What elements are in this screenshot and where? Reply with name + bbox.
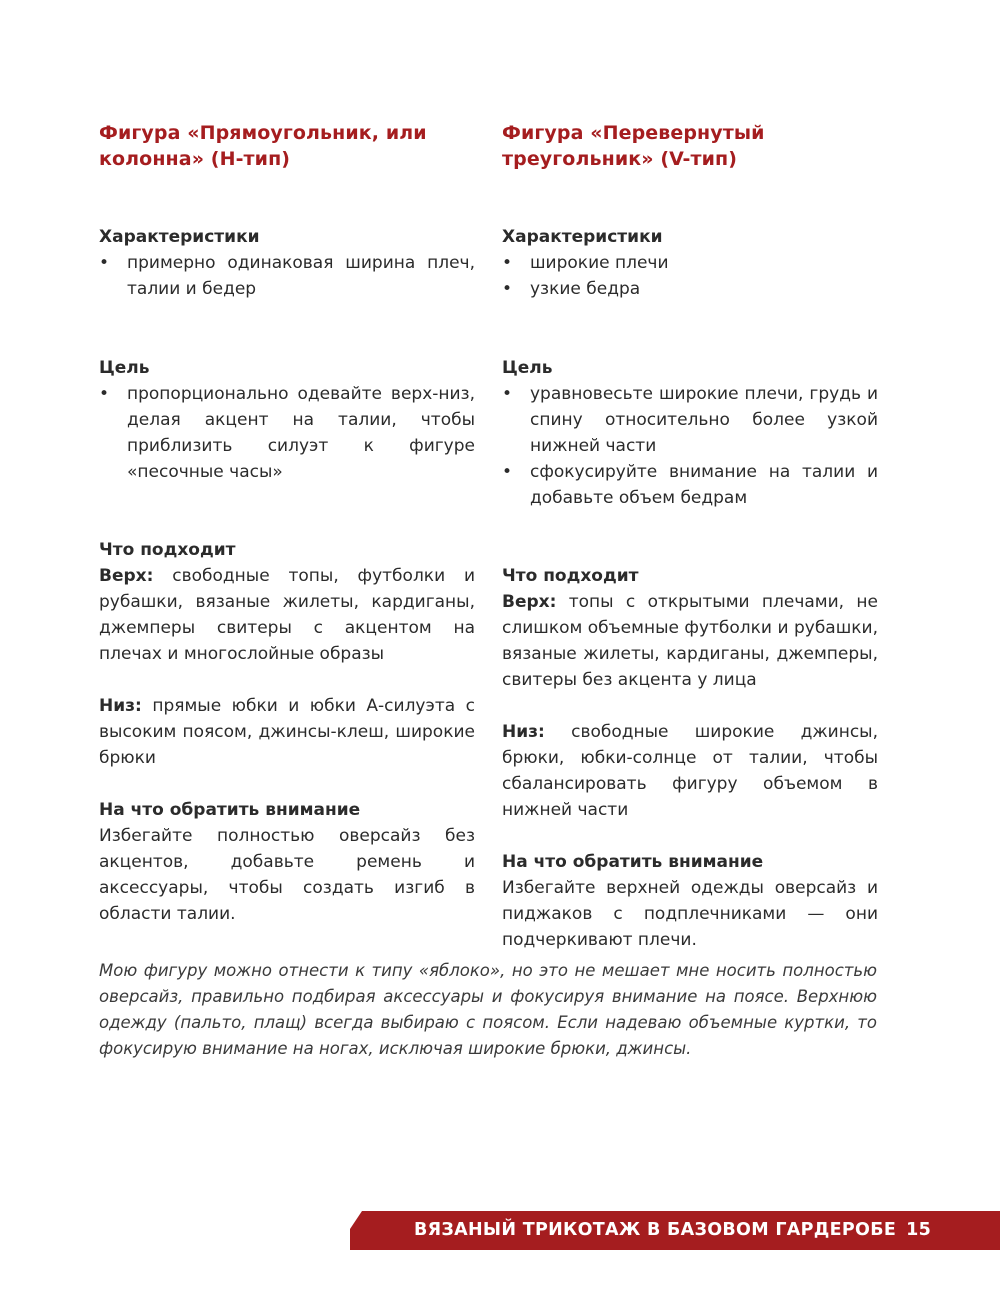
left-column — [99, 120, 475, 927]
right-bottom-text: свободные широкие джинсы, брюки, юбки-солнце от талии, чтобы сбалансировать фигуру объемом в нижней части — [502, 722, 878, 820]
chapter-title: ВЯЗАНЫЙ ТРИКОТАЖ В БАЗОВОМ ГАРДЕРОБЕ — [414, 1220, 897, 1240]
bullet-icon: • — [99, 253, 110, 273]
right-fits-heading: Что подходит — [502, 566, 639, 586]
page-number: 15 — [906, 1220, 932, 1240]
left-goal-heading: Цель — [99, 358, 150, 378]
bullet-icon: • — [502, 279, 513, 299]
right-figure-title: Фигура «Перевернутый треугольник» (V-тип) — [502, 122, 765, 170]
left-fits-heading: Что подходит — [99, 540, 236, 560]
left-characteristics-heading: Характеристики — [99, 227, 260, 247]
left-goal-list — [99, 381, 475, 485]
bullet-icon: • — [502, 253, 513, 273]
right-goal-heading: Цель — [502, 358, 553, 378]
left-bottom-label: Низ: — [99, 696, 142, 716]
right-top-paragraph — [502, 589, 878, 693]
right-characteristics-list — [502, 250, 878, 302]
list-item: • пропорционально одевайте верх-низ, делая акцент на талии, чтобы приблизить силуэт к фигуре «песочные часы» — [99, 381, 475, 485]
bullet-icon: • — [502, 384, 513, 404]
right-top-text: топы с открытыми плечами, не слишком объемные футболки и рубашки, вязаные жилеты, кардиганы, джемперы, свитеры без акцента у лица — [502, 592, 878, 690]
bullet-icon: • — [502, 462, 513, 482]
list-item: • узкие бедра — [502, 276, 878, 302]
left-figure-title: Фигура «Прямоугольник, или колонна» (H-тип) — [99, 122, 427, 170]
list-item: • широкие плечи — [502, 250, 878, 276]
list-item: • сфокусируйте внимание на талии и добавьте объем бедрам — [502, 459, 878, 511]
right-goal-list — [502, 381, 878, 511]
left-attention-text: Избегайте полностью оверсайз без акцентов, добавьте ремень и аксессуары, чтобы создать изгиб в области талии. — [99, 826, 475, 924]
running-footer — [414, 1211, 931, 1250]
list-item: • уравновесьте широкие плечи, грудь и спину относительно более узкой нижней части — [502, 381, 878, 459]
left-top-paragraph — [99, 563, 475, 667]
right-characteristics-heading: Характеристики — [502, 227, 663, 247]
bullet-icon: • — [99, 384, 110, 404]
author-quote: Мою фигуру можно отнести к типу «яблоко», но это не мешает мне носить полностью оверсайз, правильно подбирая аксессуары и фокусируя внимание на поясе. Верхнюю одежду (пальто, плащ) всегда выбираю с поясом. Если надеваю объемные куртки, то фокусирую внимание на ногах, исключая широкие брюки, джинсы. — [99, 961, 877, 1058]
right-bottom-paragraph — [502, 719, 878, 823]
left-top-text: свободные топы, футболки и рубашки, вязаные жилеты, кардиганы, джемперы свитеры с акцентом на плечах и многослойные образы — [99, 566, 475, 664]
left-bottom-paragraph — [99, 693, 475, 771]
left-attention-heading: На что обратить внимание — [99, 800, 361, 820]
left-top-label: Верх: — [99, 566, 154, 586]
right-bottom-label: Низ: — [502, 722, 545, 742]
right-attention-heading: На что обратить внимание — [502, 852, 764, 872]
right-attention-text: Избегайте верхней одежды оверсайз и пиджаков с подплечниками — они подчеркивают плечи. — [502, 878, 878, 950]
list-item: • примерно одинаковая ширина плеч, талии и бедер — [99, 250, 475, 302]
left-characteristics-list — [99, 250, 475, 302]
right-column — [502, 120, 878, 953]
right-top-label: Верх: — [502, 592, 557, 612]
left-bottom-text: прямые юбки и юбки А-силуэта с высоким поясом, джинсы-клеш, широкие брюки — [99, 696, 475, 768]
